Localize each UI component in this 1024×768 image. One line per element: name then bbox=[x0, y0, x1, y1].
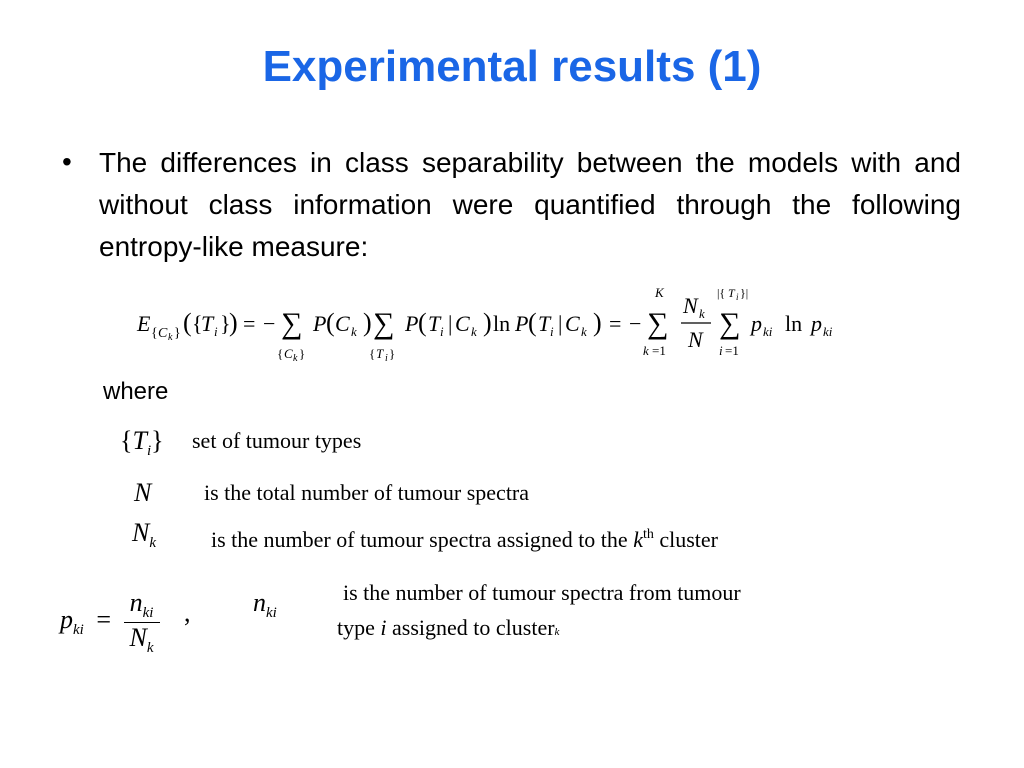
svg-text:−: − bbox=[263, 311, 276, 336]
definition-cluster-spectra-var: k bbox=[633, 527, 643, 552]
symbol-tumour-types: $\{T_i\}$ bbox=[120, 426, 164, 459]
svg-text:): ) bbox=[483, 308, 492, 337]
svg-text:T: T bbox=[376, 346, 384, 361]
svg-text:P: P bbox=[405, 311, 419, 336]
entropy-formula bbox=[135, 283, 885, 363]
svg-text:}: } bbox=[299, 346, 306, 361]
symbol-nki: $n_{ki}$ bbox=[253, 588, 277, 621]
svg-text:K: K bbox=[655, 285, 664, 300]
svg-text:}: } bbox=[174, 326, 181, 341]
svg-text:i: i bbox=[736, 292, 739, 302]
svg-text:}|: }| bbox=[740, 286, 749, 300]
definition-cluster-spectra-pre: is the number of tumour spectra assigned to the bbox=[211, 527, 634, 552]
definition-cluster-spectra bbox=[211, 527, 718, 553]
svg-text:ki: ki bbox=[823, 324, 833, 339]
definition-nki-line2-k: k bbox=[554, 626, 560, 638]
svg-text:=: = bbox=[609, 311, 622, 336]
pki-comma: , bbox=[184, 598, 191, 627]
svg-text:∑: ∑ bbox=[719, 307, 741, 340]
svg-text:i: i bbox=[440, 324, 444, 339]
svg-text:T: T bbox=[538, 311, 551, 336]
svg-text:k: k bbox=[293, 353, 298, 363]
svg-text:): ) bbox=[593, 308, 602, 337]
pki-fraction: $\frac{n_{ki}}{N_k}$ bbox=[124, 588, 160, 657]
definition-nki-line2 bbox=[337, 615, 559, 641]
bullet-text: The differences in class separability between the models with and without class information were quantified through the following entropy-like measure: bbox=[99, 147, 961, 262]
svg-text:C: C bbox=[565, 311, 580, 336]
slide-title: Experimental results (1) bbox=[262, 42, 762, 91]
svg-text:{: { bbox=[192, 311, 203, 336]
svg-text:∑: ∑ bbox=[373, 307, 395, 340]
svg-text:=1: =1 bbox=[725, 343, 739, 358]
svg-text:): ) bbox=[229, 308, 238, 337]
svg-text:T: T bbox=[428, 311, 441, 336]
svg-text:T: T bbox=[201, 311, 214, 336]
svg-text:=1: =1 bbox=[652, 343, 666, 358]
svg-text:=: = bbox=[243, 311, 256, 336]
svg-text:E: E bbox=[137, 311, 151, 336]
svg-text:−: − bbox=[629, 311, 642, 336]
svg-text:T: T bbox=[728, 286, 735, 300]
definition-nki-line2-var: i bbox=[380, 615, 387, 640]
svg-text:ln: ln bbox=[493, 311, 511, 336]
svg-text:P: P bbox=[515, 311, 529, 336]
svg-text:): ) bbox=[363, 308, 372, 337]
symbol-cluster-spectra: $N_k$ bbox=[132, 518, 157, 551]
svg-text:∑: ∑ bbox=[647, 307, 669, 340]
where-label: where bbox=[103, 378, 169, 405]
svg-text:ki: ki bbox=[763, 324, 773, 339]
svg-text:i: i bbox=[719, 343, 723, 358]
svg-text:(: ( bbox=[418, 308, 427, 337]
svg-text:k: k bbox=[581, 324, 587, 339]
svg-text:}: } bbox=[220, 311, 231, 336]
definition-total-spectra: is the total number of tumour spectra bbox=[204, 480, 530, 505]
definition-nki-line1: is the number of tumour spectra from tumour bbox=[343, 580, 741, 605]
svg-text:k: k bbox=[643, 343, 649, 358]
svg-text:i: i bbox=[214, 324, 218, 339]
svg-text:k: k bbox=[351, 324, 357, 339]
svg-text:N: N bbox=[683, 293, 698, 318]
svg-text:p: p bbox=[811, 311, 822, 336]
svg-text:ln: ln bbox=[785, 311, 803, 336]
svg-text:k: k bbox=[471, 324, 477, 339]
svg-text:(: ( bbox=[528, 308, 537, 337]
svg-text:C: C bbox=[284, 346, 293, 361]
svg-text:N: N bbox=[688, 327, 703, 352]
svg-text:p: p bbox=[751, 311, 762, 336]
svg-text:C: C bbox=[335, 311, 350, 336]
svg-text:k: k bbox=[168, 332, 173, 343]
svg-text:(: ( bbox=[183, 308, 192, 337]
svg-text:P: P bbox=[313, 311, 327, 336]
bullet-marker: • bbox=[62, 146, 72, 177]
definition-cluster-spectra-sup: th bbox=[642, 527, 654, 542]
pki-equation: $p_{ki}$ = $\frac{n_{ki}}{N_k}$ bbox=[60, 588, 160, 657]
svg-text:|: | bbox=[558, 311, 563, 336]
svg-text:i: i bbox=[550, 324, 554, 339]
definition-nki-line2-pre: type bbox=[337, 615, 381, 640]
svg-text:{: { bbox=[277, 346, 284, 361]
svg-text:{: { bbox=[369, 346, 376, 361]
definition-cluster-spectra-post: cluster bbox=[653, 527, 718, 552]
svg-text:(: ( bbox=[326, 308, 335, 337]
svg-text:|: | bbox=[448, 311, 453, 336]
symbol-total-spectra: N bbox=[134, 478, 152, 507]
svg-text:∑: ∑ bbox=[281, 307, 303, 340]
svg-text:C: C bbox=[455, 311, 470, 336]
svg-text:}: } bbox=[389, 346, 396, 361]
svg-text:{: { bbox=[151, 326, 158, 341]
definition-tumour-types: set of tumour types bbox=[192, 428, 362, 453]
definition-nki-line2-mid: assigned to cluster bbox=[386, 615, 555, 640]
svg-text:C: C bbox=[158, 326, 168, 341]
svg-text:k: k bbox=[699, 306, 705, 321]
svg-text:|{: |{ bbox=[717, 286, 726, 300]
svg-text:i: i bbox=[385, 353, 388, 363]
